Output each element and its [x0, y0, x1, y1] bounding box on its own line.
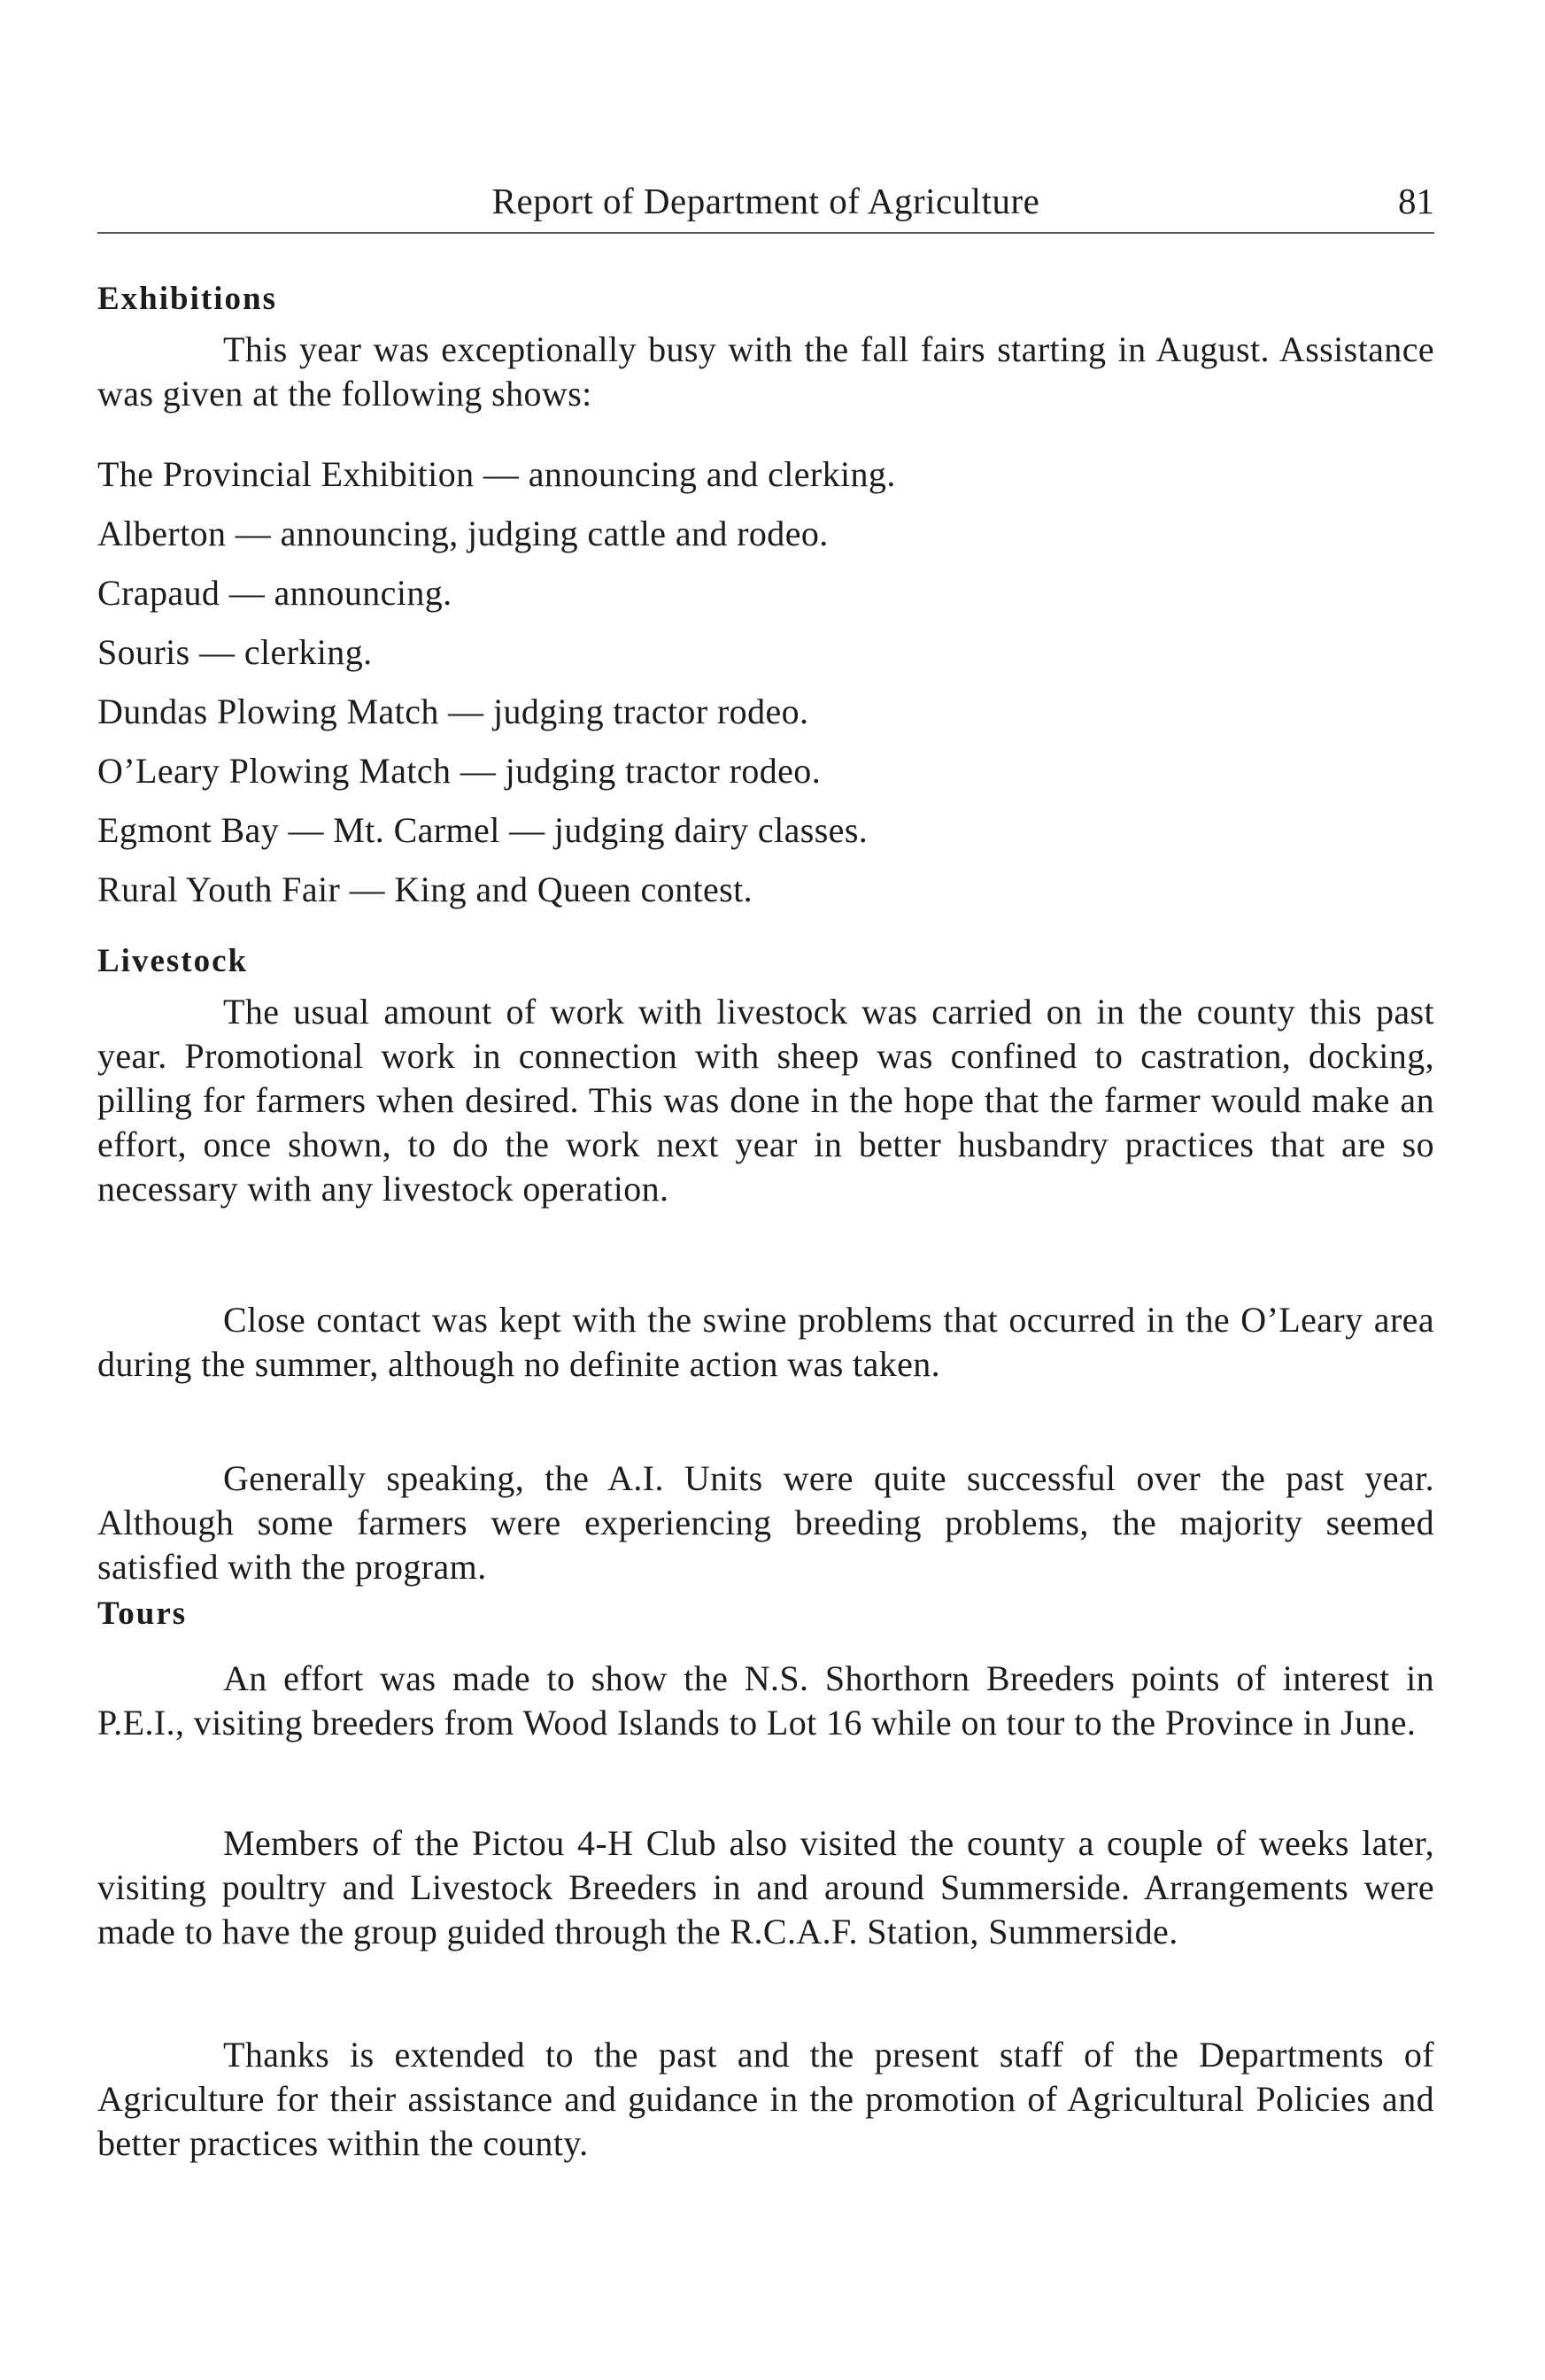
list-item: Egmont Bay — Mt. Carmel — judging dairy classes.: [97, 810, 869, 850]
tours-paragraph: Thanks is extended to the past and the present staff of the Departments of Agriculture for their assistance and guidance in the promotion of Agricultural Policies and better practices within the county.: [97, 2035, 1434, 2163]
livestock-paragraph: Close contact was kept with the swine problems that occurred in the O’Leary area during the summer, although no definite action was taken.: [97, 1300, 1434, 1384]
section-heading-livestock: Livestock: [97, 943, 249, 979]
list-item: Rural Youth Fair — King and Queen contest.: [97, 869, 753, 909]
list-item: O’Leary Plowing Match — judging tractor rodeo.: [97, 751, 822, 791]
shows-list: [97, 444, 1434, 919]
list-item: Alberton — announcing, judging cattle and rodeo.: [97, 514, 829, 553]
tours-paragraph: An effort was made to show the N.S. Shorthorn Breeders points of interest in P.E.I., visiting breeders from Wood Islands to Lot 16 while on tour to the Province in June.: [97, 1658, 1434, 1742]
list-item: The Provincial Exhibition — announcing and clerking.: [97, 454, 896, 494]
running-title: Report of Department of Agriculture: [491, 181, 1040, 221]
section-heading-tours: Tours: [97, 1596, 188, 1632]
livestock-paragraph: Generally speaking, the A.I. Units were quite successful over the past year. Although some farmers were experiencing breeding problems, the majority seemed satisfied with the program.: [97, 1458, 1434, 1587]
list-item: Crapaud — announcing.: [97, 573, 452, 613]
list-item: Souris — clerking.: [97, 632, 373, 672]
list-item: Dundas Plowing Match — judging tractor rodeo.: [97, 692, 809, 731]
tours-paragraph: Members of the Pictou 4-H Club also visited the county a couple of weeks later, visiting poultry and Livestock Breeders in and around Summerside. Arrangements were made to have the group guided through the R.C.A.F. Station, Summerside.: [97, 1823, 1434, 1951]
page-number: 81: [1398, 181, 1434, 221]
running-header: [97, 173, 1434, 229]
exhibitions-intro: This year was exceptionally busy with the fall fairs starting in August. Assistance was given at the following shows:: [97, 329, 1434, 413]
livestock-paragraph: The usual amount of work with livestock was carried on in the county this past year. Promotional work in connection with sheep was confined to castration, docking, pilling for farmers when desired. This was done in the hope that the farmer would make an effort, once shown, to do the work next year in better husbandry practices that are so necessary with any livestock operation.: [97, 992, 1434, 1209]
header-rule: [97, 232, 1434, 234]
section-heading-exhibitions: Exhibitions: [97, 281, 277, 317]
